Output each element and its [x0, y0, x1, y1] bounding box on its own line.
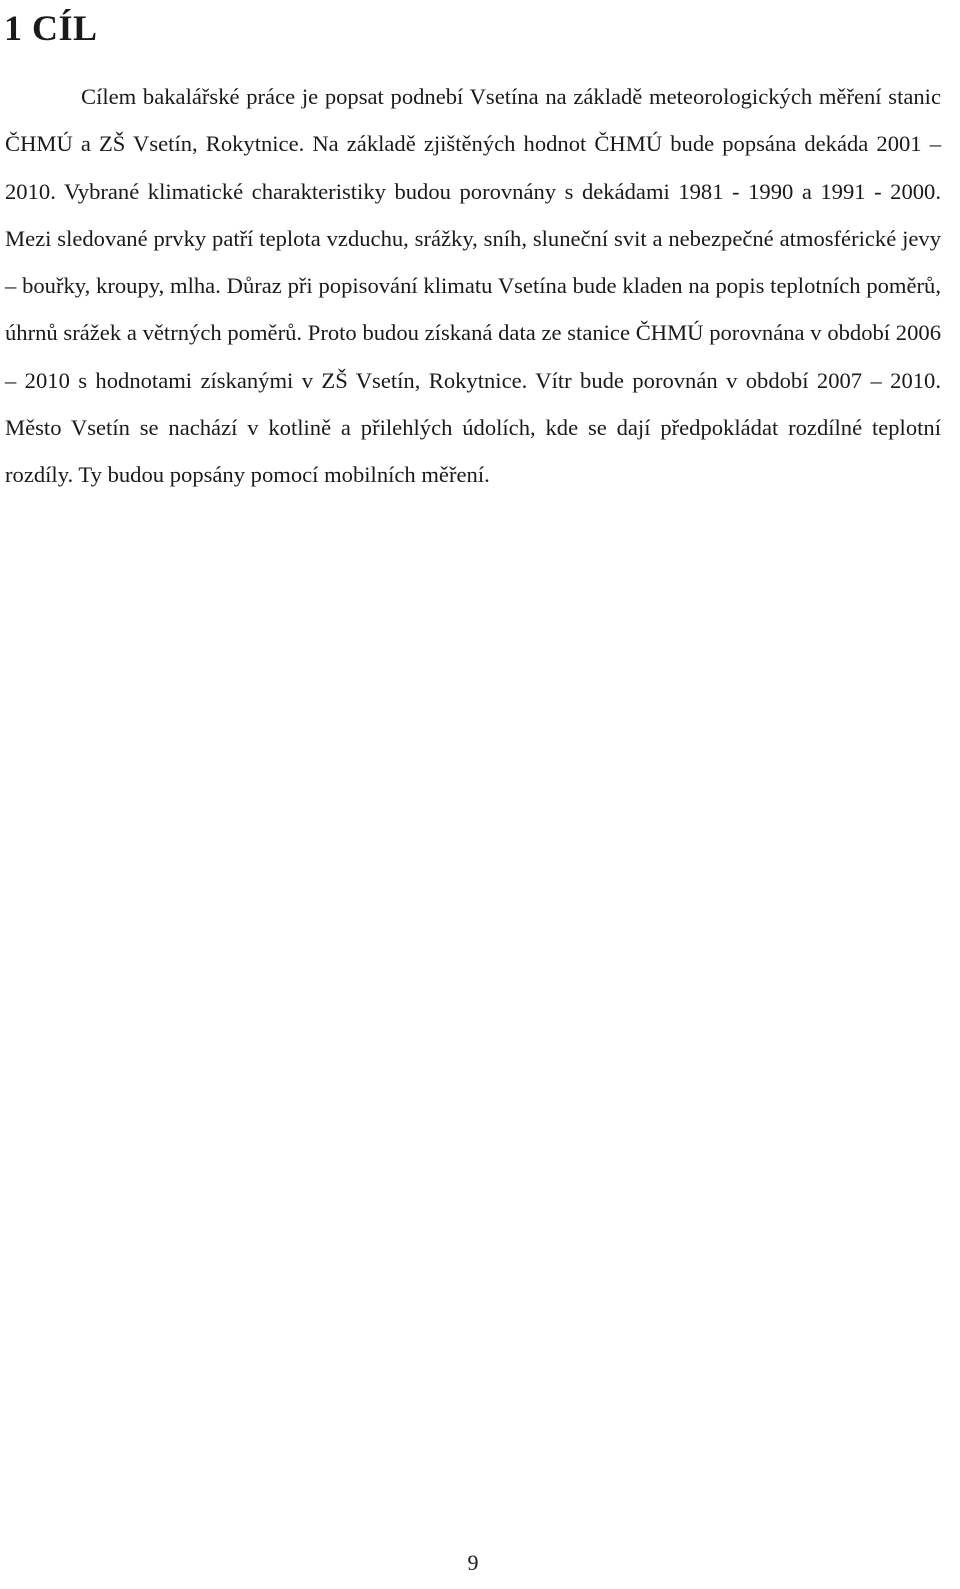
page-number: 9: [467, 1550, 479, 1575]
chapter-heading: 1 CÍL: [4, 8, 98, 48]
body-paragraph: Cílem bakalářské práce je popsat podnebí Vsetína na základě meteorologických měření stanic ČHMÚ a ZŠ Vsetín, Rokytnice. Na základě zjištěných hodnot ČHMÚ bude popsána dekáda 2001 – 2010. Vybrané klimatické charakteristiky budou porovnány s dekádami 1981 - 1990 a 1991 - 2000. Mezi sledované prvky patří teplota vzduchu, srážky, sníh, sluneční svit a nebezpečné atmosférické jevy – bouřky, kroupy, mlha. Důraz při popisování klimatu Vsetína bude kladen na popis teplotních poměrů, úhrnů srážek a větrných poměrů. Proto budou získaná data ze stanice ČHMÚ porovnána v období 2006 – 2010 s hodnotami získanými v ZŠ Vsetín, Rokytnice. Vítr bude porovnán v období 2007 – 2010. Město Vsetín se nachází v kotlině a přilehlých údolích, kde se dají předpokládat rozdílné teplotní rozdíly. Ty budou popsány pomocí mobilních měření.: [5, 84, 941, 488]
